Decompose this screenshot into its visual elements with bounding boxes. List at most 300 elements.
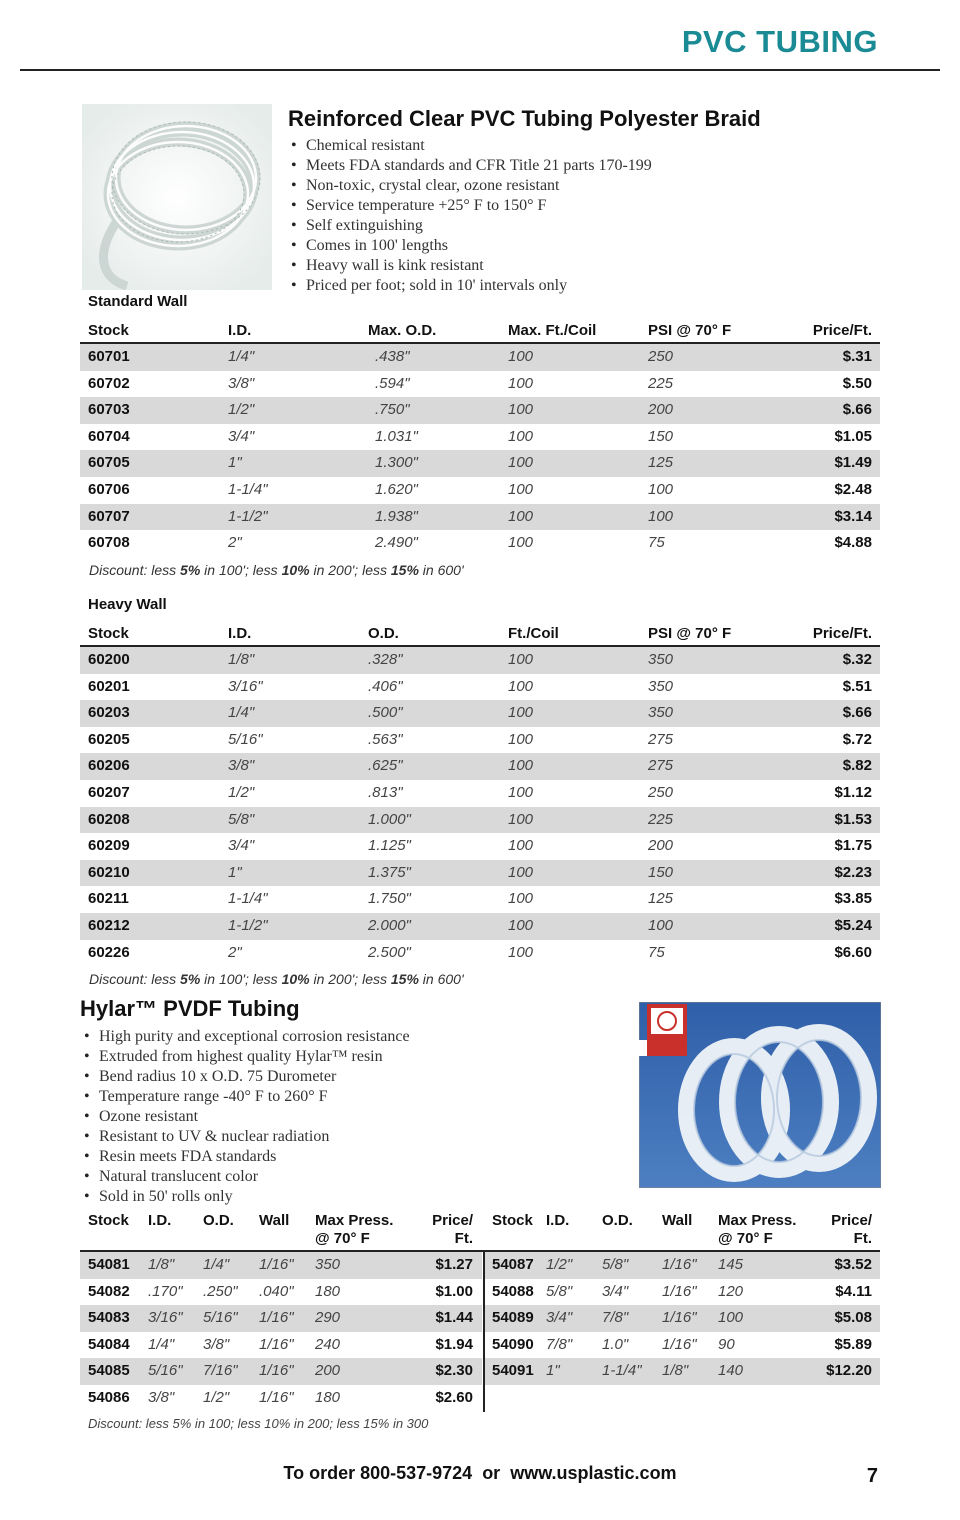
max-pressure: 240 (315, 1335, 341, 1353)
discount-pct: 5% (180, 562, 201, 578)
price: $.66 (842, 704, 872, 722)
outer-diameter: 7/16" (203, 1362, 238, 1380)
stock-number: 54090 (492, 1335, 534, 1353)
wall-thickness: 1/16" (259, 1309, 294, 1327)
pvdf-tubing-coil-photo (639, 1002, 881, 1188)
inner-diameter: 5/8" (228, 810, 255, 828)
section-title-reinforced-pvc: Reinforced Clear PVC Tubing Polyester Braid (288, 106, 761, 131)
table-header (80, 316, 880, 344)
price: $2.30 (435, 1362, 473, 1380)
psi-rating: 75 (648, 534, 665, 552)
table-row (80, 940, 880, 967)
inner-diameter: 3/16" (228, 677, 263, 695)
max-pressure: 90 (718, 1335, 735, 1353)
max-pressure: 200 (315, 1362, 341, 1380)
table-body (80, 1252, 880, 1412)
outer-diameter: 2.500" (368, 943, 411, 961)
max-pressure: 140 (718, 1362, 744, 1380)
header-divider (20, 69, 940, 71)
max-pressure: 290 (315, 1309, 341, 1327)
stock-number: 60203 (88, 704, 130, 722)
discount-note-standard (89, 562, 464, 578)
outer-diameter: 1.0" (602, 1335, 629, 1353)
outer-diameter: 3/8" (203, 1335, 230, 1353)
feature-item: • Meets FDA standards and CFR Title 21 parts 170-199 (291, 156, 652, 176)
table-row (80, 860, 880, 887)
psi-rating: 350 (648, 651, 674, 668)
outer-diameter: 1-1/4" (602, 1362, 642, 1380)
inner-diameter: 5/8" (546, 1282, 573, 1300)
outer-diameter: 1.375" (368, 863, 411, 881)
price: $.82 (842, 757, 872, 775)
discount-text: Discount: less (89, 971, 181, 987)
stock-number: 54086 (88, 1388, 130, 1406)
price: $1.27 (435, 1256, 473, 1273)
outer-diameter: .625" (368, 757, 403, 775)
feature-item: • Priced per foot; sold in 10' intervals only (291, 276, 652, 296)
table-body (80, 647, 880, 966)
inner-diameter: 1/4" (228, 348, 255, 365)
price: $4.11 (835, 1282, 872, 1300)
standard-wall-table (80, 316, 880, 557)
inner-diameter: 2" (228, 943, 242, 961)
inner-diameter: 1/4" (148, 1335, 175, 1353)
inner-diameter: 1-1/4" (228, 480, 268, 498)
max-pressure: 180 (315, 1282, 341, 1300)
discount-pct: 15% (390, 971, 419, 987)
outer-diameter: .594" (375, 374, 410, 392)
outer-diameter: 1/2" (203, 1388, 230, 1406)
inner-diameter: 3/4" (228, 427, 255, 445)
stock-number: 54091 (492, 1362, 534, 1380)
outer-diameter: 1.750" (368, 890, 411, 908)
price: $.66 (842, 401, 872, 419)
feet-per-coil: 100 (508, 810, 534, 828)
feet-per-coil: 100 (508, 757, 534, 775)
table-row (80, 371, 880, 398)
header-max-press (315, 1212, 393, 1248)
stock-number: 54087 (492, 1256, 534, 1273)
outer-diameter: .250" (203, 1282, 238, 1300)
feet-per-coil: 100 (508, 916, 534, 934)
stock-number: 60702 (88, 374, 130, 392)
discount-pct: 10% (281, 562, 310, 578)
outer-diameter: 1.300" (375, 454, 418, 472)
table-row (80, 727, 880, 754)
hylar-pvdf-table (80, 1212, 880, 1412)
psi-rating: 200 (648, 837, 674, 855)
wall-thickness: 1/16" (662, 1256, 697, 1273)
feet-per-coil: 100 (508, 651, 534, 668)
wall-thickness: 1/16" (259, 1388, 294, 1406)
stock-number: 60701 (88, 348, 130, 365)
price: $6.60 (834, 943, 872, 961)
heavy-wall-label: Heavy Wall (88, 596, 167, 613)
price: $2.60 (435, 1388, 473, 1406)
footer-order-info (0, 1463, 960, 1484)
feet-per-coil: 100 (508, 837, 534, 855)
wall-thickness: 1/16" (662, 1335, 697, 1353)
order-phone: To order 800-537-9724 (283, 1463, 473, 1483)
clear-tubing-coil-photo (82, 104, 272, 290)
price: $1.75 (834, 837, 872, 855)
price: $5.89 (834, 1335, 872, 1353)
stock-number: 60708 (88, 534, 130, 552)
inner-diameter: 1/2" (228, 783, 255, 801)
feature-item: • Non-toxic, crystal clear, ozone resistant (291, 176, 652, 196)
psi-rating: 225 (648, 374, 674, 392)
inner-diameter: 3/8" (228, 374, 255, 392)
price: $3.14 (834, 507, 872, 525)
discount-text: in 200'; less (309, 971, 391, 987)
max-pressure: 100 (718, 1309, 744, 1327)
stock-number: 60205 (88, 730, 130, 748)
table-row (80, 913, 880, 940)
stock-number: 60212 (88, 916, 130, 934)
feature-item: • Ozone resistant (84, 1107, 410, 1127)
inner-diameter: 1-1/4" (228, 890, 268, 908)
discount-text: in 600' (418, 971, 464, 987)
feet-per-coil: 100 (508, 374, 534, 392)
outer-diameter: 1.938" (375, 507, 418, 525)
psi-rating: 75 (648, 943, 665, 961)
header-od: O.D. (368, 625, 399, 642)
header-max-press-line2: @ 70° F (315, 1230, 370, 1247)
inner-diameter: 2" (228, 534, 242, 552)
discount-pct: 10% (281, 971, 310, 987)
inner-diameter: 5/16" (228, 730, 263, 748)
feature-item: • Resin meets FDA standards (84, 1147, 410, 1167)
outer-diameter: 5/16" (203, 1309, 238, 1327)
price: $1.44 (435, 1309, 473, 1327)
stock-number: 54089 (492, 1309, 534, 1327)
inner-diameter: 1/8" (148, 1256, 175, 1273)
feature-item: • Bend radius 10 x O.D. 75 Durometer (84, 1067, 410, 1087)
price: $1.05 (834, 427, 872, 445)
table-row (80, 674, 880, 701)
price: $5.08 (834, 1309, 872, 1327)
feature-item: • Sold in 50' rolls only (84, 1187, 410, 1207)
table-column-divider (483, 1250, 485, 1412)
heavy-wall-table (80, 619, 880, 966)
outer-diameter: .438" (375, 348, 410, 365)
table-row (80, 397, 880, 424)
discount-note-heavy (89, 971, 464, 987)
outer-diameter: 2.490" (375, 534, 418, 552)
stock-number: 60210 (88, 863, 130, 881)
psi-rating: 350 (648, 704, 674, 722)
table-row (80, 450, 880, 477)
stock-number: 60704 (88, 427, 130, 445)
header-price (825, 1212, 872, 1248)
psi-rating: 200 (648, 401, 674, 419)
inner-diameter: 3/8" (228, 757, 255, 775)
inner-diameter: .170" (148, 1282, 183, 1300)
stock-number: 54083 (88, 1309, 130, 1327)
table-row (80, 344, 880, 371)
stock-number: 60707 (88, 507, 130, 525)
price: $1.49 (834, 454, 872, 472)
table-row (80, 1385, 880, 1412)
feature-item: • High purity and exceptional corrosion resistance (84, 1027, 410, 1047)
table-header (80, 619, 880, 647)
table-row (80, 1358, 880, 1385)
header-od: O.D. (602, 1212, 633, 1229)
stock-number: 60703 (88, 401, 130, 419)
feet-per-coil: 100 (508, 943, 534, 961)
psi-rating: 150 (648, 427, 674, 445)
header-max-press (718, 1212, 796, 1248)
header-stock: Stock (88, 322, 129, 339)
standard-wall-label: Standard Wall (88, 293, 188, 310)
header-price: Price/Ft. (812, 322, 872, 339)
price: $.50 (842, 374, 872, 392)
outer-diameter: .406" (368, 677, 403, 695)
outer-diameter: 1.000" (368, 810, 411, 828)
feet-per-coil: 100 (508, 454, 534, 472)
inner-diameter: 1/2" (228, 401, 255, 419)
header-psi: PSI @ 70° F (648, 322, 732, 339)
discount-text: in 100'; less (200, 562, 282, 578)
wall-thickness: 1/16" (259, 1362, 294, 1380)
stock-number: 60200 (88, 651, 130, 668)
outer-diameter: 2.000" (368, 916, 411, 934)
outer-diameter: 1.125" (368, 837, 411, 855)
stock-number: 60211 (88, 890, 129, 908)
inner-diameter: 3/4" (546, 1309, 573, 1327)
header-stock: Stock (492, 1212, 533, 1229)
price: $2.48 (834, 480, 872, 498)
price: $.32 (842, 651, 872, 668)
table-row (80, 1305, 880, 1332)
table-row (80, 530, 880, 557)
footer-or: or (482, 1463, 501, 1483)
psi-rating: 275 (648, 757, 674, 775)
psi-rating: 125 (648, 454, 674, 472)
header-price-line1: Price/ (831, 1212, 872, 1229)
outer-diameter: 1.031" (375, 427, 418, 445)
feet-per-coil: 100 (508, 534, 534, 552)
price: $3.85 (834, 890, 872, 908)
feet-per-coil: 100 (508, 677, 534, 695)
header-id: I.D. (546, 1212, 570, 1229)
header-id: I.D. (228, 625, 252, 642)
header-psi: PSI @ 70° F (648, 625, 732, 642)
discount-pct: 5% (180, 971, 201, 987)
feet-per-coil: 100 (508, 863, 534, 881)
inner-diameter: 3/8" (148, 1388, 175, 1406)
outer-diameter: .750" (375, 401, 410, 419)
header-wall: Wall (662, 1212, 693, 1229)
feet-per-coil: 100 (508, 348, 534, 365)
max-pressure: 350 (315, 1256, 341, 1273)
inner-diameter: 1/2" (546, 1256, 573, 1273)
stock-number: 54081 (88, 1256, 130, 1273)
header-id: I.D. (228, 322, 252, 339)
wall-thickness: 1/16" (662, 1282, 697, 1300)
psi-rating: 225 (648, 810, 674, 828)
header-od: O.D. (203, 1212, 234, 1229)
table-row (80, 1252, 880, 1279)
feet-per-coil: 100 (508, 890, 534, 908)
max-pressure: 145 (718, 1256, 744, 1273)
feature-list-reinforced-pvc (291, 136, 652, 296)
wall-thickness: 1/16" (259, 1335, 294, 1353)
feature-item: • Self extinguishing (291, 216, 652, 236)
table-row (80, 647, 880, 674)
discount-text: in 100'; less (200, 971, 282, 987)
header-stock: Stock (88, 1212, 129, 1229)
stock-number: 60207 (88, 783, 130, 801)
psi-rating: 250 (648, 783, 674, 801)
header-id: I.D. (148, 1212, 172, 1229)
table-row (80, 1279, 880, 1306)
stock-number: 60206 (88, 757, 130, 775)
table-row (80, 504, 880, 531)
feet-per-coil: 100 (508, 480, 534, 498)
header-max-press-line1: Max Press. (315, 1212, 394, 1229)
outer-diameter: 3/4" (602, 1282, 629, 1300)
wall-thickness: 1/16" (259, 1256, 294, 1273)
stock-number: 60201 (88, 677, 130, 695)
price: $1.94 (435, 1335, 473, 1353)
stock-number: 54082 (88, 1282, 130, 1300)
psi-rating: 100 (648, 507, 674, 525)
table-row (80, 780, 880, 807)
price: $3.52 (834, 1256, 872, 1273)
discount-pct: 15% (390, 562, 419, 578)
feet-per-coil: 100 (508, 507, 534, 525)
table-header (80, 1212, 880, 1252)
header-price (428, 1212, 473, 1248)
outer-diameter: 1/4" (203, 1256, 230, 1273)
feet-per-coil: 100 (508, 730, 534, 748)
wall-thickness: .040" (259, 1282, 294, 1300)
psi-rating: 275 (648, 730, 674, 748)
feature-item: • Natural translucent color (84, 1167, 410, 1187)
header-price-line1: Price/ (432, 1212, 473, 1229)
feet-per-coil: 100 (508, 427, 534, 445)
feet-per-coil: 100 (508, 704, 534, 722)
price: $1.00 (435, 1282, 473, 1300)
psi-rating: 250 (648, 348, 674, 365)
price: $12.20 (826, 1362, 872, 1380)
inner-diameter: 1" (228, 863, 242, 881)
outer-diameter: .500" (368, 704, 403, 722)
table-row (80, 886, 880, 913)
stock-number: 60226 (88, 943, 130, 961)
psi-rating: 100 (648, 480, 674, 498)
discount-text: Discount: less (89, 562, 181, 578)
header-price: Price/Ft. (812, 625, 872, 642)
stock-number: 60209 (88, 837, 130, 855)
inner-diameter: 3/4" (228, 837, 255, 855)
price: $4.88 (834, 534, 872, 552)
feature-item: • Extruded from highest quality Hylar™ resin (84, 1047, 410, 1067)
feet-per-coil: 100 (508, 401, 534, 419)
table-row (80, 700, 880, 727)
outer-diameter: 5/8" (602, 1256, 629, 1273)
discount-text: in 600' (418, 562, 464, 578)
outer-diameter: .563" (368, 730, 403, 748)
price: $1.53 (834, 810, 872, 828)
header-price-line2: Ft. (454, 1230, 473, 1247)
feature-item: • Chemical resistant (291, 136, 652, 156)
price: $1.12 (834, 783, 872, 801)
table-row (80, 1332, 880, 1359)
feature-item: • Temperature range -40° F to 260° F (84, 1087, 410, 1107)
inner-diameter: 5/16" (148, 1362, 183, 1380)
table-row (80, 753, 880, 780)
inner-diameter: 1" (228, 454, 242, 472)
header-price-line2: Ft. (853, 1230, 872, 1247)
feet-per-coil: 100 (508, 783, 534, 801)
page-title: PVC TUBING (681, 24, 878, 59)
price: $.31 (842, 348, 872, 365)
feature-list-hylar-pvdf (84, 1027, 410, 1207)
header-max-ft-coil: Max. Ft./Coil (508, 322, 597, 339)
stock-number: 54085 (88, 1362, 130, 1380)
stock-number: 60208 (88, 810, 130, 828)
header-max-press-line2: @ 70° F (718, 1230, 773, 1247)
price: $5.24 (834, 916, 872, 934)
outer-diameter: 1.620" (375, 480, 418, 498)
outer-diameter: .813" (368, 783, 403, 801)
table-row (80, 477, 880, 504)
header-max-press-line1: Max Press. (718, 1212, 797, 1229)
inner-diameter: 1-1/2" (228, 916, 268, 934)
table-row (80, 807, 880, 834)
feature-item: • Resistant to UV & nuclear radiation (84, 1127, 410, 1147)
max-pressure: 120 (718, 1282, 744, 1300)
header-max-od: Max. O.D. (368, 322, 437, 339)
feature-item: • Heavy wall is kink resistant (291, 256, 652, 276)
inner-diameter: 1/8" (228, 651, 255, 668)
max-pressure: 180 (315, 1388, 341, 1406)
psi-rating: 150 (648, 863, 674, 881)
inner-diameter: 1" (546, 1362, 560, 1380)
inner-diameter: 7/8" (546, 1335, 573, 1353)
outer-diameter: .328" (368, 651, 403, 668)
discount-text: in 200'; less (309, 562, 391, 578)
feature-item: • Comes in 100' lengths (291, 236, 652, 256)
wall-thickness: 1/8" (662, 1362, 689, 1380)
stock-number: 60705 (88, 454, 130, 472)
website-link[interactable]: www.usplastic.com (510, 1463, 677, 1483)
wall-thickness: 1/16" (662, 1309, 697, 1327)
page-number: 7 (866, 1465, 878, 1487)
price: $.72 (842, 730, 872, 748)
inner-diameter: 1-1/2" (228, 507, 268, 525)
section-title-hylar-pvdf: Hylar™ PVDF Tubing (80, 996, 300, 1021)
stock-number: 54084 (88, 1335, 130, 1353)
psi-rating: 125 (648, 890, 674, 908)
header-ft-coil: Ft./Coil (508, 625, 559, 642)
stock-number: 60706 (88, 480, 130, 498)
stock-number: 54088 (492, 1282, 534, 1300)
price: $2.23 (834, 863, 872, 881)
table-row (80, 424, 880, 451)
feature-item: • Service temperature +25° F to 150° F (291, 196, 652, 216)
outer-diameter: 7/8" (602, 1309, 629, 1327)
table-body (80, 344, 880, 557)
psi-rating: 350 (648, 677, 674, 695)
psi-rating: 100 (648, 916, 674, 934)
header-wall: Wall (259, 1212, 290, 1229)
table-row (80, 833, 880, 860)
inner-diameter: 3/16" (148, 1309, 183, 1327)
discount-note-pvdf: Discount: less 5% in 100; less 10% in 200; less 15% in 300 (88, 1416, 429, 1431)
